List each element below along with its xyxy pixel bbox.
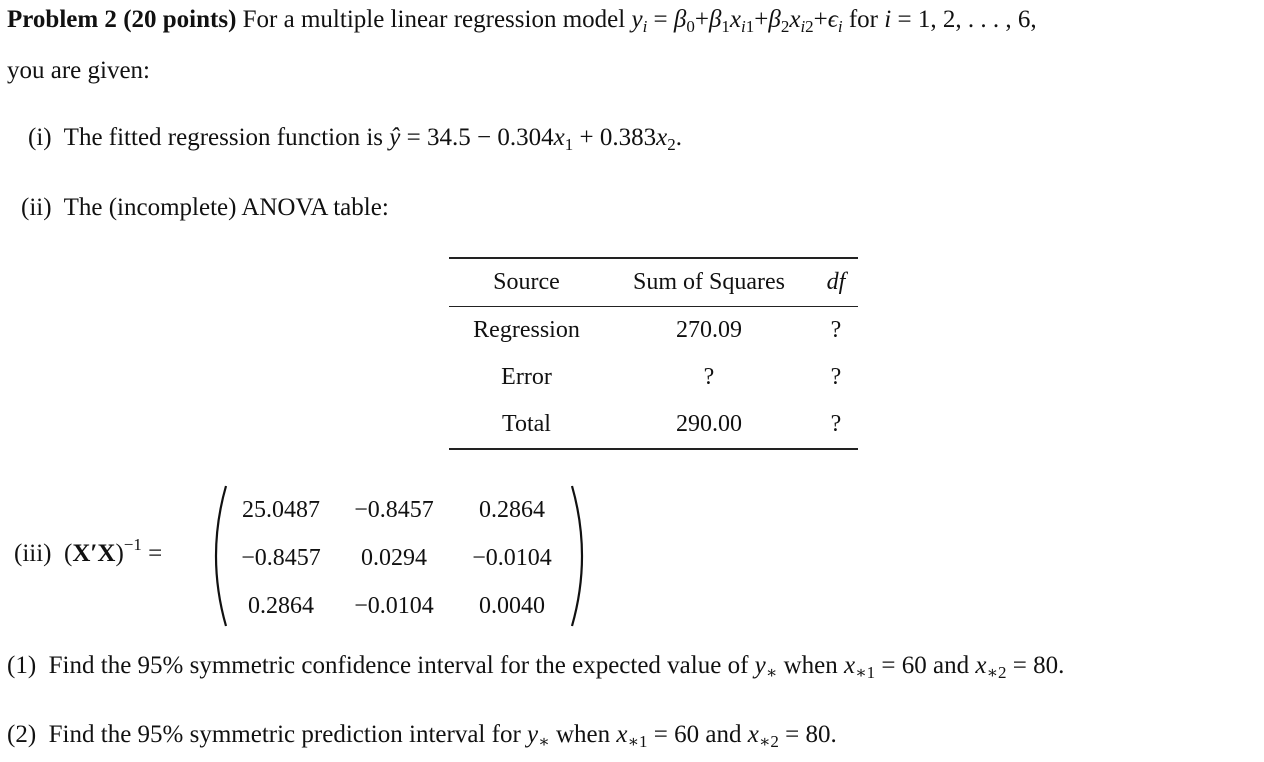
- x1-symbol: $x_1$: [553, 124, 574, 154]
- index-variable: i =: [884, 6, 912, 33]
- question-2: [7, 721, 837, 749]
- question-1-value-2: 80.: [1033, 652, 1065, 679]
- matrix-cell: −0.8457: [354, 496, 434, 523]
- anova-row-error: [449, 354, 858, 401]
- question-2-and: and: [705, 721, 742, 748]
- anova-row-regression: [449, 307, 858, 355]
- x-star-2: $x_{∗2}$ =: [975, 652, 1027, 682]
- anova-cell-df: ?: [830, 317, 842, 343]
- question-1-label: (1): [7, 652, 37, 679]
- given-text: you are given:: [7, 57, 151, 84]
- item-ii: [21, 194, 389, 222]
- question-1-value-1: 60: [901, 652, 927, 679]
- anova-cell-ss: 290.00: [676, 411, 742, 437]
- problem-text: For a multiple linear regression model: [242, 6, 626, 33]
- y-star: $y_∗$: [527, 721, 550, 751]
- matrix-row: [227, 486, 571, 534]
- anova-cell-df: ?: [830, 364, 842, 390]
- question-2-label: (2): [7, 721, 37, 748]
- fitted-intercept-slope: 34.5 − 0.304: [427, 124, 554, 151]
- item-ii-label: (ii): [21, 194, 52, 221]
- anova-row-total: [449, 401, 858, 449]
- item-ii-text: The (incomplete) ANOVA table:: [63, 194, 389, 221]
- y-star: $y_∗$: [754, 652, 778, 682]
- question-1-text: Find the 95% symmetric confidence interval for the expected value of: [48, 652, 749, 679]
- anova-table: [449, 257, 858, 450]
- matrix-cell: −0.8457: [241, 544, 321, 571]
- y-hat: ŷ =: [389, 124, 421, 151]
- matrix-cell: 0.0040: [479, 592, 545, 619]
- item-iii-label: (iii): [14, 540, 52, 567]
- matrix-grid: [227, 486, 571, 630]
- item-i-label: (i): [28, 124, 52, 151]
- question-2-value-2: 80.: [805, 721, 837, 748]
- x2-symbol: $x_2$: [656, 124, 676, 154]
- question-2-text: Find the 95% symmetric prediction interval for: [48, 721, 521, 748]
- item-iii: [14, 535, 163, 568]
- anova-cell-df: ?: [830, 411, 842, 437]
- matrix-row: [227, 582, 571, 630]
- problem-label: Problem 2: [7, 6, 117, 33]
- matrix-cell: −0.0104: [472, 544, 552, 571]
- x-star-1: $x_{∗1}$ =: [616, 721, 668, 751]
- anova-cell-ss: ?: [703, 364, 715, 390]
- question-2-value-1: 60: [674, 721, 700, 748]
- problem-statement: [7, 6, 1037, 34]
- x-star-1: $x_{∗1}$ =: [843, 652, 896, 682]
- question-2-when: when: [555, 721, 611, 748]
- xtx-inverse-matrix: [210, 482, 585, 630]
- matrix-cell: −0.0104: [354, 592, 434, 619]
- anova-cell-source: Regression: [473, 317, 580, 343]
- anova-cell-ss: 270.09: [676, 317, 742, 343]
- matrix-cell: 0.0294: [361, 544, 427, 571]
- for-text: for: [848, 6, 878, 33]
- anova-header-df: df: [826, 269, 846, 295]
- matrix-row: [227, 534, 571, 582]
- problem-points: (20 points): [123, 6, 237, 33]
- question-1: [7, 652, 1064, 680]
- anova-cell-source: Error: [501, 364, 552, 390]
- fitted-slope-2: + 0.383: [579, 124, 657, 151]
- anova-header-ss: Sum of Squares: [633, 269, 785, 295]
- question-1-and: and: [933, 652, 970, 679]
- item-i-text: The fitted regression function is: [63, 124, 384, 151]
- xtx-inverse: $(X'X)^{-1}$ =: [64, 535, 163, 567]
- matrix-cell: 25.0487: [242, 496, 320, 523]
- anova-header-source: Source: [493, 269, 560, 295]
- anova-header-row: [449, 258, 858, 307]
- item-i: (i) The fitted regression function is ŷ = $34.5 - 0.304x_1 + 0.383x_2$.: [28, 124, 682, 154]
- matrix-cell: 0.2864: [248, 592, 314, 619]
- model-equation: $y_i = \beta_0+\beta_1x_{i1}+\beta_2x_{i2}+\epsilon_i$: [631, 6, 843, 36]
- question-1-when: when: [783, 652, 838, 679]
- matrix-cell: 0.2864: [479, 496, 545, 523]
- index-range: 1, 2, . . . , 6,: [917, 6, 1037, 33]
- x-star-2: $x_{∗2}$ =: [747, 721, 800, 751]
- anova-cell-source: Total: [502, 411, 551, 437]
